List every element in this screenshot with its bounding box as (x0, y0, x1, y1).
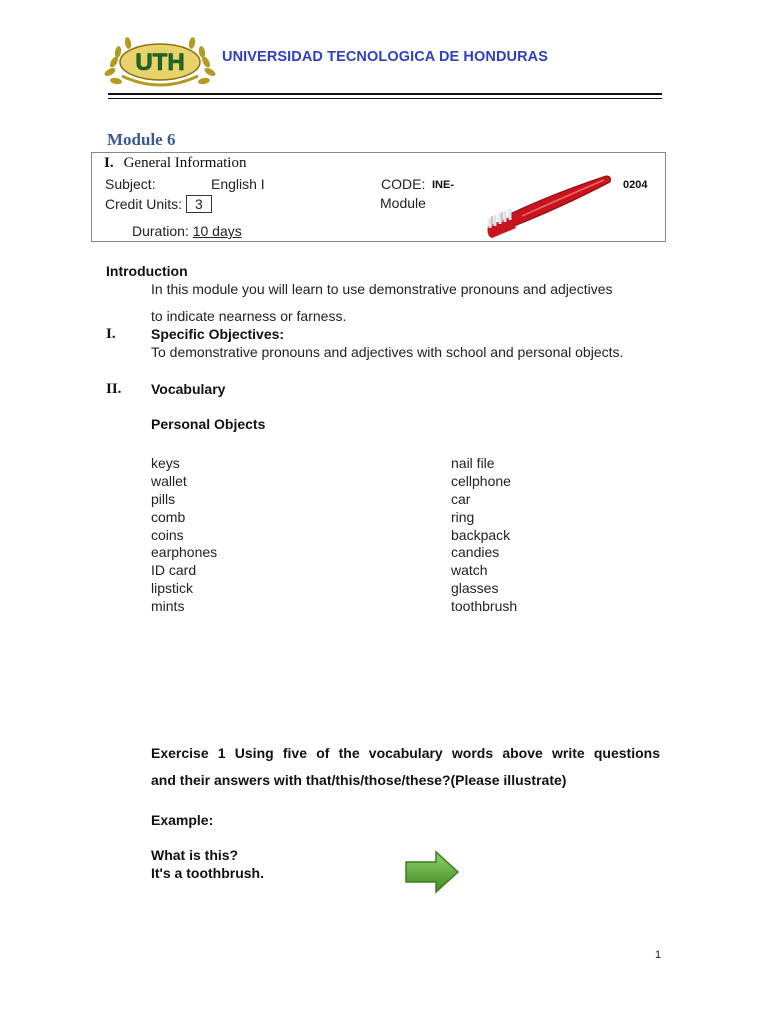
introduction-line1: In this module you will learn to use demonstrative pronouns and adjectives (151, 281, 613, 297)
subject-value: English I (211, 176, 265, 192)
example-label: Example: (151, 812, 214, 828)
vocabulary-column-2 (451, 455, 517, 616)
objectives-numeral: I. (106, 326, 116, 342)
list-item: earphones (151, 544, 218, 561)
list-item: keys (151, 455, 180, 471)
duration-value: 10 days (192, 223, 242, 239)
personal-objects-heading: Personal Objects (151, 416, 266, 432)
list-item: wallet (151, 472, 187, 489)
header-rule (108, 93, 662, 95)
page-number: 1 (655, 949, 662, 961)
list-item: car (451, 490, 471, 507)
general-info-numeral: I. (104, 155, 114, 171)
introduction-line2: to indicate nearness or farness. (151, 308, 347, 324)
example-answer: It's a toothbrush. (151, 865, 264, 881)
general-info-title: General Information (123, 155, 247, 171)
code-suffix: 0204 (623, 179, 648, 191)
example-question: What is this? (151, 847, 239, 863)
vocabulary-numeral: II. (106, 381, 122, 397)
list-item: backpack (451, 526, 511, 543)
general-info-heading (104, 155, 246, 172)
vocabulary-heading: Vocabulary (151, 381, 226, 397)
header-rule-thin (108, 98, 662, 99)
subject-label: Subject: (105, 176, 156, 192)
uth-logo (100, 32, 220, 92)
arrow-right-icon (404, 850, 460, 894)
objectives-text: To demonstrative pronouns and adjectives with school and personal objects. (151, 344, 624, 360)
exercise-line2: and their answers with that/this/those/these?(Please illustrate) (151, 772, 567, 788)
list-item: glasses (451, 580, 499, 597)
module-title: Module 6 (107, 130, 176, 149)
introduction-heading: Introduction (106, 263, 188, 279)
exercise-line1: Exercise 1 Using five of the vocabulary words above write questions (151, 745, 660, 761)
code-label: CODE: (381, 176, 426, 192)
list-item: comb (151, 508, 186, 525)
module-label: Module (380, 195, 426, 211)
list-item: nail file (451, 455, 495, 471)
list-item: lipstick (151, 580, 194, 597)
list-item: coins (151, 526, 184, 543)
list-item: watch (451, 562, 488, 579)
objectives-heading: Specific Objectives: (151, 326, 285, 342)
list-item: pills (151, 490, 176, 507)
logo-text: UTH (135, 49, 185, 76)
credit-units-label (105, 195, 212, 213)
credit-units-text: Credit Units: (105, 196, 183, 212)
list-item: ID card (151, 562, 197, 579)
university-name: UNIVERSIDAD TECNOLOGICA DE HONDURAS (222, 49, 549, 65)
list-item: ring (451, 508, 475, 525)
credit-units-value: 3 (186, 195, 212, 213)
code-prefix: INE- (432, 179, 454, 191)
toothbrush-image (482, 172, 614, 244)
duration-label (132, 223, 242, 239)
list-item: cellphone (451, 472, 511, 489)
vocabulary-column-1 (151, 455, 217, 616)
duration-text: Duration: (132, 223, 189, 239)
list-item: toothbrush (451, 598, 518, 615)
list-item: mints (151, 598, 185, 615)
list-item: candies (451, 544, 500, 561)
